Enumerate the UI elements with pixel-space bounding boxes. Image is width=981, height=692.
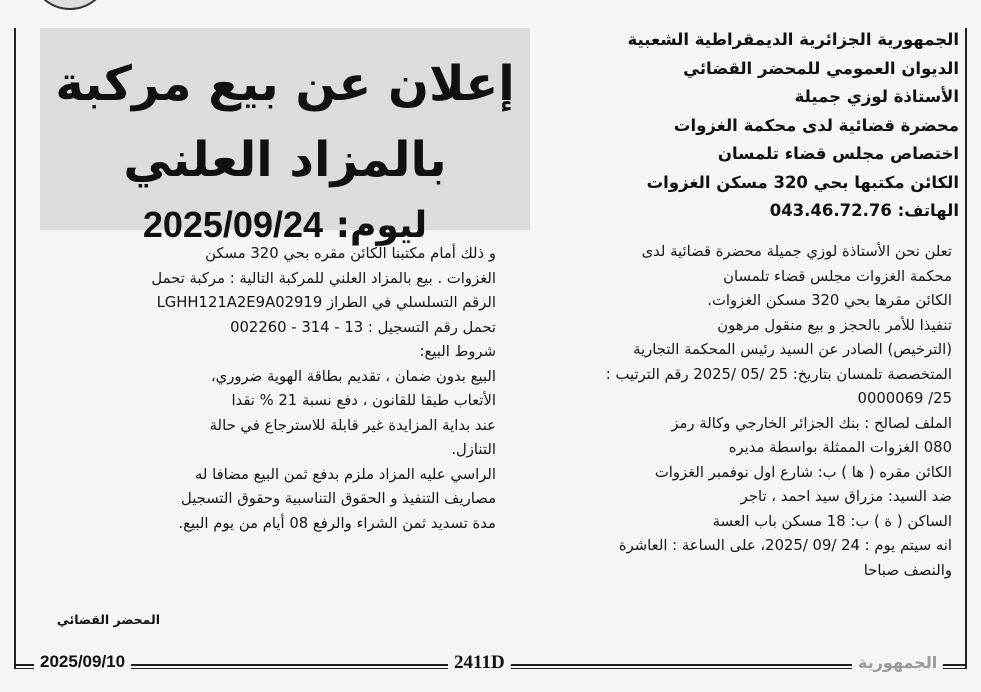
body-line: الراسي عليه المزاد ملزم بدفع ثمن البيع مضافا له	[194, 465, 496, 483]
top-logo-arc	[30, 0, 110, 10]
body-line: مدة تسديد ثمن الشراء والرفع 08 أيام من يوم البيع.	[178, 514, 496, 532]
frame-left-border	[14, 28, 16, 668]
body-line: انه سيتم يوم : 24 /09 /2025، على الساعة : العاشرة	[618, 537, 952, 554]
sale-conditions-heading: شروط البيع:	[419, 343, 496, 360]
header-phone: الهاتف: 043.46.72.76	[769, 201, 959, 220]
official-header	[599, 26, 959, 226]
body-line: 25/ 0000069	[857, 390, 952, 407]
body-line: تحمل رقم التسجيل : 13 - 314 - 002260	[230, 318, 496, 336]
body-line: الغزوات . بيع بالمزاد العلني للمركبة التالية : مركبة تحمل	[151, 269, 496, 287]
body-line: المتخصصة تلمسان بتاريخ: 25 /05 /2025 رقم الترتيب :	[605, 365, 952, 383]
body-line: البيع بدون ضمان ، تقديم بطاقة الهوية ضروري،	[210, 367, 496, 385]
header-line: الأستاذة لوزي جميلة	[794, 87, 959, 106]
body-line: الكائن مقرها بحي 320 مسكن الغزوات.	[707, 292, 952, 309]
header-line: الكائن مكتبها بحي 320 مسكن الغزوات	[646, 172, 959, 192]
announcement-title-box	[40, 28, 530, 246]
body-line: الكائن مقره ( ها ) ب: شارع اول نوفمبر الغزوات	[654, 463, 952, 481]
body-line: محكمة الغزوات مجلس قضاء تلمسان	[723, 267, 952, 285]
body-line: تنفيذا للأمر بالحجز و بيع منقول مرهون	[717, 316, 952, 334]
title-line-2: بالمزاد العلني	[123, 132, 447, 188]
title-date-prefix: ليوم:	[335, 205, 428, 246]
body-line: الساكن ( ة ) ب: 18 مسكن باب العسة	[712, 512, 952, 530]
body-line: (الترخيص) الصادر عن السيد رئيس المحكمة التجارية	[633, 341, 952, 358]
body-line: الرقم التسلسلي في الطراز LGHH121A2E9A02919	[156, 294, 496, 311]
body-line: و ذلك أمام مكتبنا الكائن مقره بحي 320 مسكن	[205, 245, 496, 262]
body-column-right	[512, 240, 952, 583]
header-line: اختصاص مجلس قضاء تلمسان	[717, 144, 959, 163]
newspaper-logo: الجمهورية	[852, 653, 943, 672]
body-line: والنصف صباحا	[863, 561, 952, 579]
footer-code: 2411D	[448, 652, 511, 674]
body-line: التنازل.	[451, 441, 496, 458]
header-line: محضرة قضائية لدى محكمة الغزوات	[673, 115, 959, 135]
body-line: الأتعاب طبقا للقانون ، دفع نسبة 21 % نقدا	[231, 392, 496, 409]
body-line: الملف لصالح : بنك الجزائر الخارجي وكالة رمز	[671, 414, 952, 432]
body-line: 080 الغزوات الممثلة بواسطة مديره	[728, 439, 952, 456]
body-line: مصاريف التنفيذ و الحقوق التناسبية وحقوق التسجيل	[181, 490, 496, 507]
footer-date: 2025/09/10	[34, 652, 131, 672]
header-line: الديوان العمومي للمحضر القضائي	[683, 58, 959, 78]
body-line: ضد السيد: مزراق سيد احمد ، تاجر	[740, 488, 952, 505]
title-date	[40, 204, 530, 246]
body-line: تعلن نحن الأستاذة لوزي جميلة محضرة قضائية لدى	[641, 243, 952, 260]
signature-label: المحضر القضائي	[56, 612, 160, 627]
header-line: الجمهورية الجزائرية الديمقراطية الشعبية	[627, 30, 959, 49]
body-column-left	[26, 242, 496, 536]
page-footer	[14, 652, 967, 678]
frame-right-border	[965, 28, 967, 668]
title-line-1: إعلان عن بيع مركبة	[55, 56, 515, 112]
body-line: عند بداية المزايدة غير قابلة للاسترجاع في حالة	[209, 416, 496, 434]
title-date-value: 2025/09/24	[142, 204, 324, 245]
